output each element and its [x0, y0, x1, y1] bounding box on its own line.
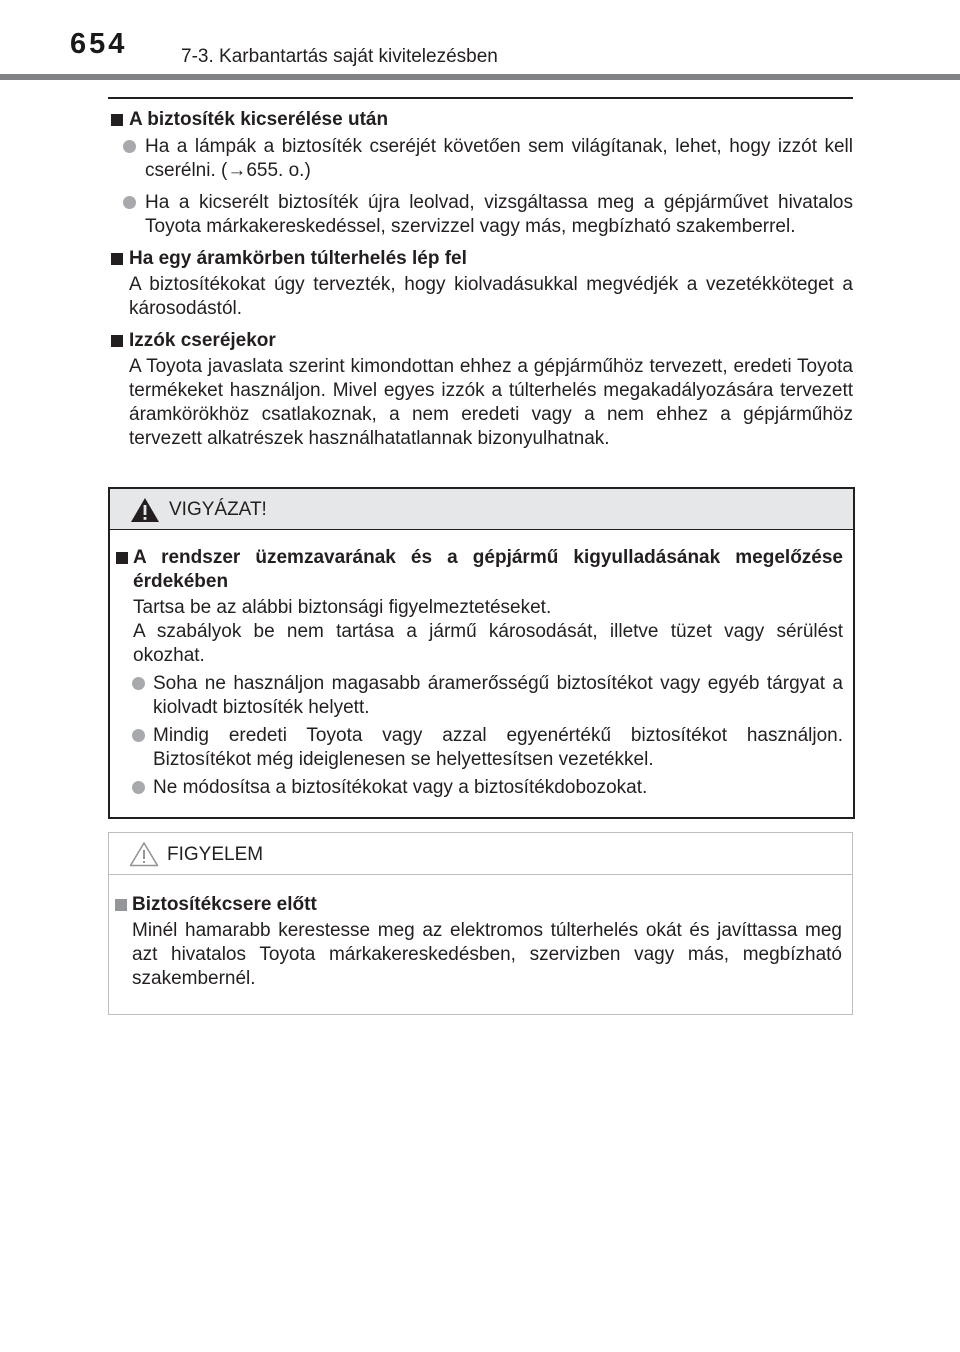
notice-heading: Biztosítékcsere előtt [109, 893, 842, 917]
round-bullet-icon [132, 781, 145, 794]
warning-box [108, 487, 855, 819]
warning-triangle-icon [130, 497, 160, 523]
warning-intro-1: Tartsa be az alábbi biztonsági figyelmeztetéseket. [133, 597, 552, 618]
list-item: Ha a kicserélt biztosíték újra leolvad, vizsgáltassa meg a gépjárművet hivatalos Toyota márkakereskedéssel, szervizzel vagy más, megbízható szakemberrel. [109, 191, 853, 239]
list-item: Ne módosítsa a biztosítékokat vagy a biztosítékdobozokat. [110, 776, 843, 800]
top-rule [108, 97, 853, 99]
notice-box-body [109, 875, 852, 991]
section-title: 7-3. Karbantartás saját kivitelezésben [181, 46, 498, 67]
heading-overload: Ha egy áramkörben túlterhelés lép fel [109, 247, 853, 271]
paragraph-overload: A biztosítékokat úgy tervezték, hogy kiolvadásukkal megvédjék a vezetékköteget a károsodástól. [129, 274, 853, 319]
list-item: Mindig eredeti Toyota vagy azzal egyenértékű biztosítékot használjon. Biztosítékot még ideiglenesen se helyettesítsen vezetékkel. [110, 724, 843, 772]
notice-paragraph: Minél hamarabb kerestesse meg az elektromos túlterhelés okát és javíttassa meg azt hivatalos Toyota márkakereskedésben, szervizben vagy más, megbízható szakembernél. [132, 920, 842, 989]
heading-bulbs: Izzók cseréjekor [109, 329, 853, 353]
square-bullet-icon [111, 335, 123, 347]
caution-outline-triangle-icon [129, 841, 159, 867]
square-bullet-icon [115, 899, 127, 911]
heading-after-replace: A biztosíték kicserélése után [109, 108, 853, 132]
warning-box-header [110, 489, 853, 530]
round-bullet-icon [132, 677, 145, 690]
notice-box [108, 832, 853, 1015]
square-bullet-icon [116, 552, 128, 564]
main-content [109, 104, 853, 451]
header-rule [0, 74, 960, 80]
list-item: Soha ne használjon magasabb áramerősségű biztosítékot vagy egyéb tárgyat a kiolvadt biztosíték helyett. [110, 672, 843, 720]
round-bullet-icon [132, 729, 145, 742]
warning-heading: A rendszer üzemzavarának és a gépjármű kigyulladásának megelőzése érdekében [110, 546, 843, 594]
notice-label: FIGYELEM [167, 844, 264, 865]
square-bullet-icon [111, 114, 123, 126]
page-number: 654 [70, 28, 128, 60]
warning-label: VIGYÁZAT! [169, 499, 267, 520]
notice-box-header [109, 833, 852, 875]
list-item: Ha a lámpák a biztosíték cseréjét követően sem világítanak, lehet, hogy izzót kell cserélni. (→655. o.) [109, 135, 853, 183]
square-bullet-icon [111, 253, 123, 265]
warning-box-body [110, 530, 853, 800]
round-bullet-icon [123, 196, 136, 209]
round-bullet-icon [123, 140, 136, 153]
paragraph-bulbs: A Toyota javaslata szerint kimondottan ehhez a gépjárműhöz tervezett, eredeti Toyota termékeket használjon. Mivel egyes izzók a túlterhelés megakadályozására tervezett áramkörökhöz csatlakoznak, a nem eredeti vagy a nem ehhez a gépjárműhöz tervezett alkatrészek használhatatlannak bizonyulhatnak. [129, 356, 853, 449]
warning-intro-2: A szabályok be nem tartása a jármű károsodását, illetve tüzet vagy sérülést okozhat. [133, 621, 843, 666]
